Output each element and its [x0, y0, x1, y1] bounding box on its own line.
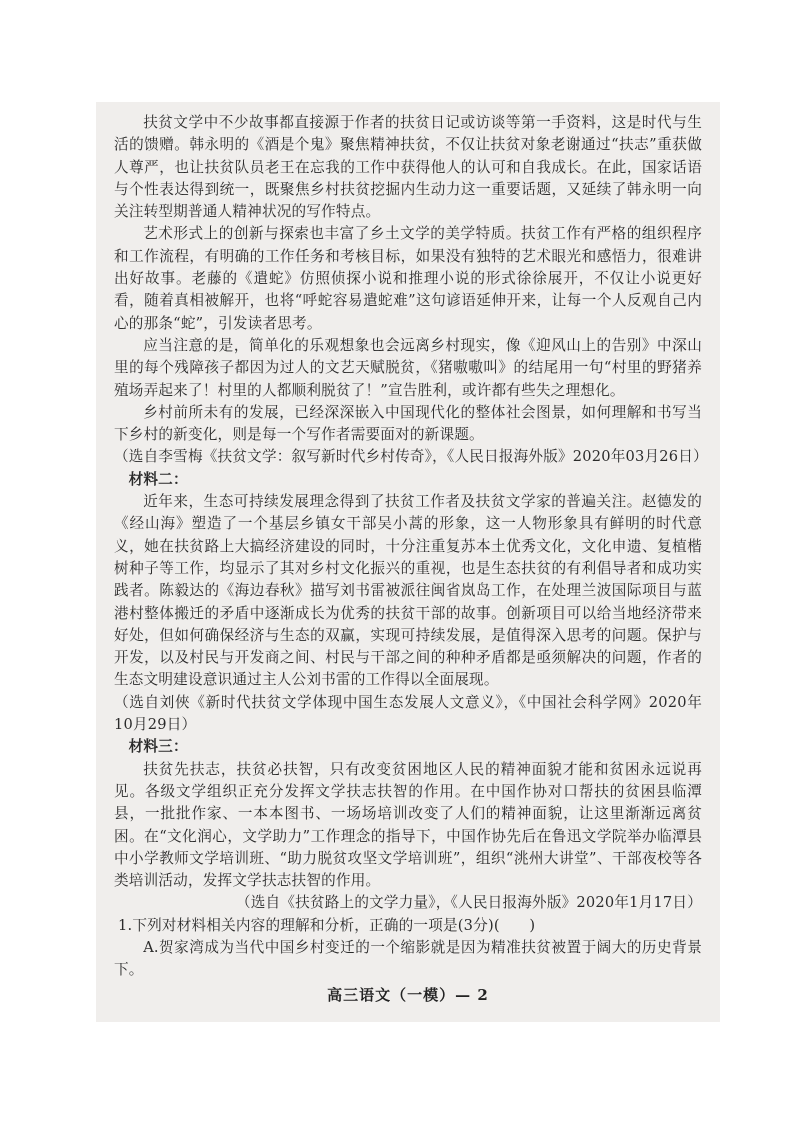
source-citation-1: （选自李雪梅《扶贫文学：叙写新时代乡村传奇》，《人民日报海外版》2020年03月26日）: [114, 448, 708, 466]
paragraph-2: 艺术形式上的创新与探索也丰富了乡土文学的美学特质。扶贫工作有严格的组织程序和工作流程，有明确的工作任务和考核目标，如果没有独特的艺术眼光和感悟力，很难讲出好故事。老藤的《遣蛇》仿照侦探小说和推理小说的形式徐徐展开，不仅让小说更好看，随着真相被解开，也将“呼蛇容易遣蛇难”这句谚语延伸开来，让每一个人反观自己内心的那条“蛇”，引发读者思考。: [114, 225, 702, 332]
material-2-text: 近年来，生态可持续发展理念得到了扶贫工作者及扶贫文学家的普遍关注。赵德发的《经山海》塑造了一个基层乡镇女干部吴小蒿的形象，这一人物形象具有鲜明的时代意义，她在扶贫路上大搞经济建设的同时，十分注重复苏本土优秀文化，文化申遗、复植楷树种子等工作，均显示了其对乡村文化振兴的重视，也是生态扶贫的有利倡导者和成功实践者。陈毅达的《海边春秋》描写刘书雷被派往闽省岚岛工作，在处理兰波国际项目与蓝港村整体搬迁的矛盾中逐渐成长为优秀的扶贫干部的故事。创新项目可以给当地经济带来好处，但如何确保经济与生态的双赢，实现可持续发展，是值得深入思考的问题。保护与开发，以及村民与开发商之间、村民与干部之间的种种矛盾都是亟须解决的问题，作者的生态文明建设意识通过主人公刘书雷的工作得以全面展现。: [114, 493, 702, 689]
question-1: 1.下列对材料相关内容的理解和分析，正确的一项是(3分)( ): [118, 916, 536, 934]
exam-page: [96, 102, 720, 1022]
source-citation-2: （选自刘俠《新时代扶贫文学体现中国生态发展人文意义》，《中国社会科学网》2020年10月29日）: [114, 693, 702, 734]
question-1-option-a: A.贺家湾成为当代中国乡村变迁的一个缩影就是因为精准扶贫被置于阔大的历史背景下。: [114, 938, 702, 979]
paragraph-1: 扶贫文学中不少故事都直接源于作者的扶贫日记或访谈等第一手资料，这是时代与生活的馈赠。韩永明的《酒是个鬼》聚焦精神扶贫，不仅让扶贫对象老谢通过“扶志”重获做人尊严，也让扶贫队员老王在忘我的工作中获得他人的认可和自我成长。在此，国家话语与个性表达得到统一，既聚焦乡村扶贫挖掘内生动力这一重要话题，又延续了韩永明一向关注转型期普通人精神状况的写作特点。: [114, 114, 702, 221]
paragraph-4: 乡村前所未有的发展，已经深深嵌入中国现代化的整体社会图景，如何理解和书写当下乡村的新变化，则是每一个写作者需要面对的新课题。: [114, 403, 702, 444]
material-3-heading: 材料三：: [128, 738, 188, 756]
paragraph-3: 应当注意的是，简单化的乐观想象也会远离乡村现实，像《迎风山上的告别》中深山里的每个残障孩子都因为过人的文艺天赋脱贫，《猪嗷嗷叫》的结尾用一句“村里的野猪养殖场弄起来了！村里的人都顺利脱贫了！”宣告胜利，或许都有些失之理想化。: [114, 336, 702, 399]
page-footer: 高三语文（一模）— 2: [327, 986, 489, 1004]
material-2-heading: 材料二：: [128, 470, 188, 488]
material-3-text: 扶贫先扶志，扶贫必扶智，只有改变贫困地区人民的精神面貌才能和贫困永远说再见。各级文学组织正充分发挥文学扶志扶智的作用。在中国作协对口帮扶的贫困县临潭县，一批批作家、一本本图书、一场场培训改变了人们的精神面貌，让这里渐渐远离贫困。在“文化润心，文学助力”工作理念的指导下，中国作协先后在鲁迅文学院举办临潭县中小学教师文学培训班、“助力脱贫攻坚文学培训班”，组织“洮州大讲堂”、干部夜校等各类培训活动，发挥文学扶志扶智的作用。: [114, 760, 702, 890]
source-citation-3: （选自《扶贫路上的文学力量》，《人民日报海外版》2020年1月17日）: [235, 894, 702, 912]
